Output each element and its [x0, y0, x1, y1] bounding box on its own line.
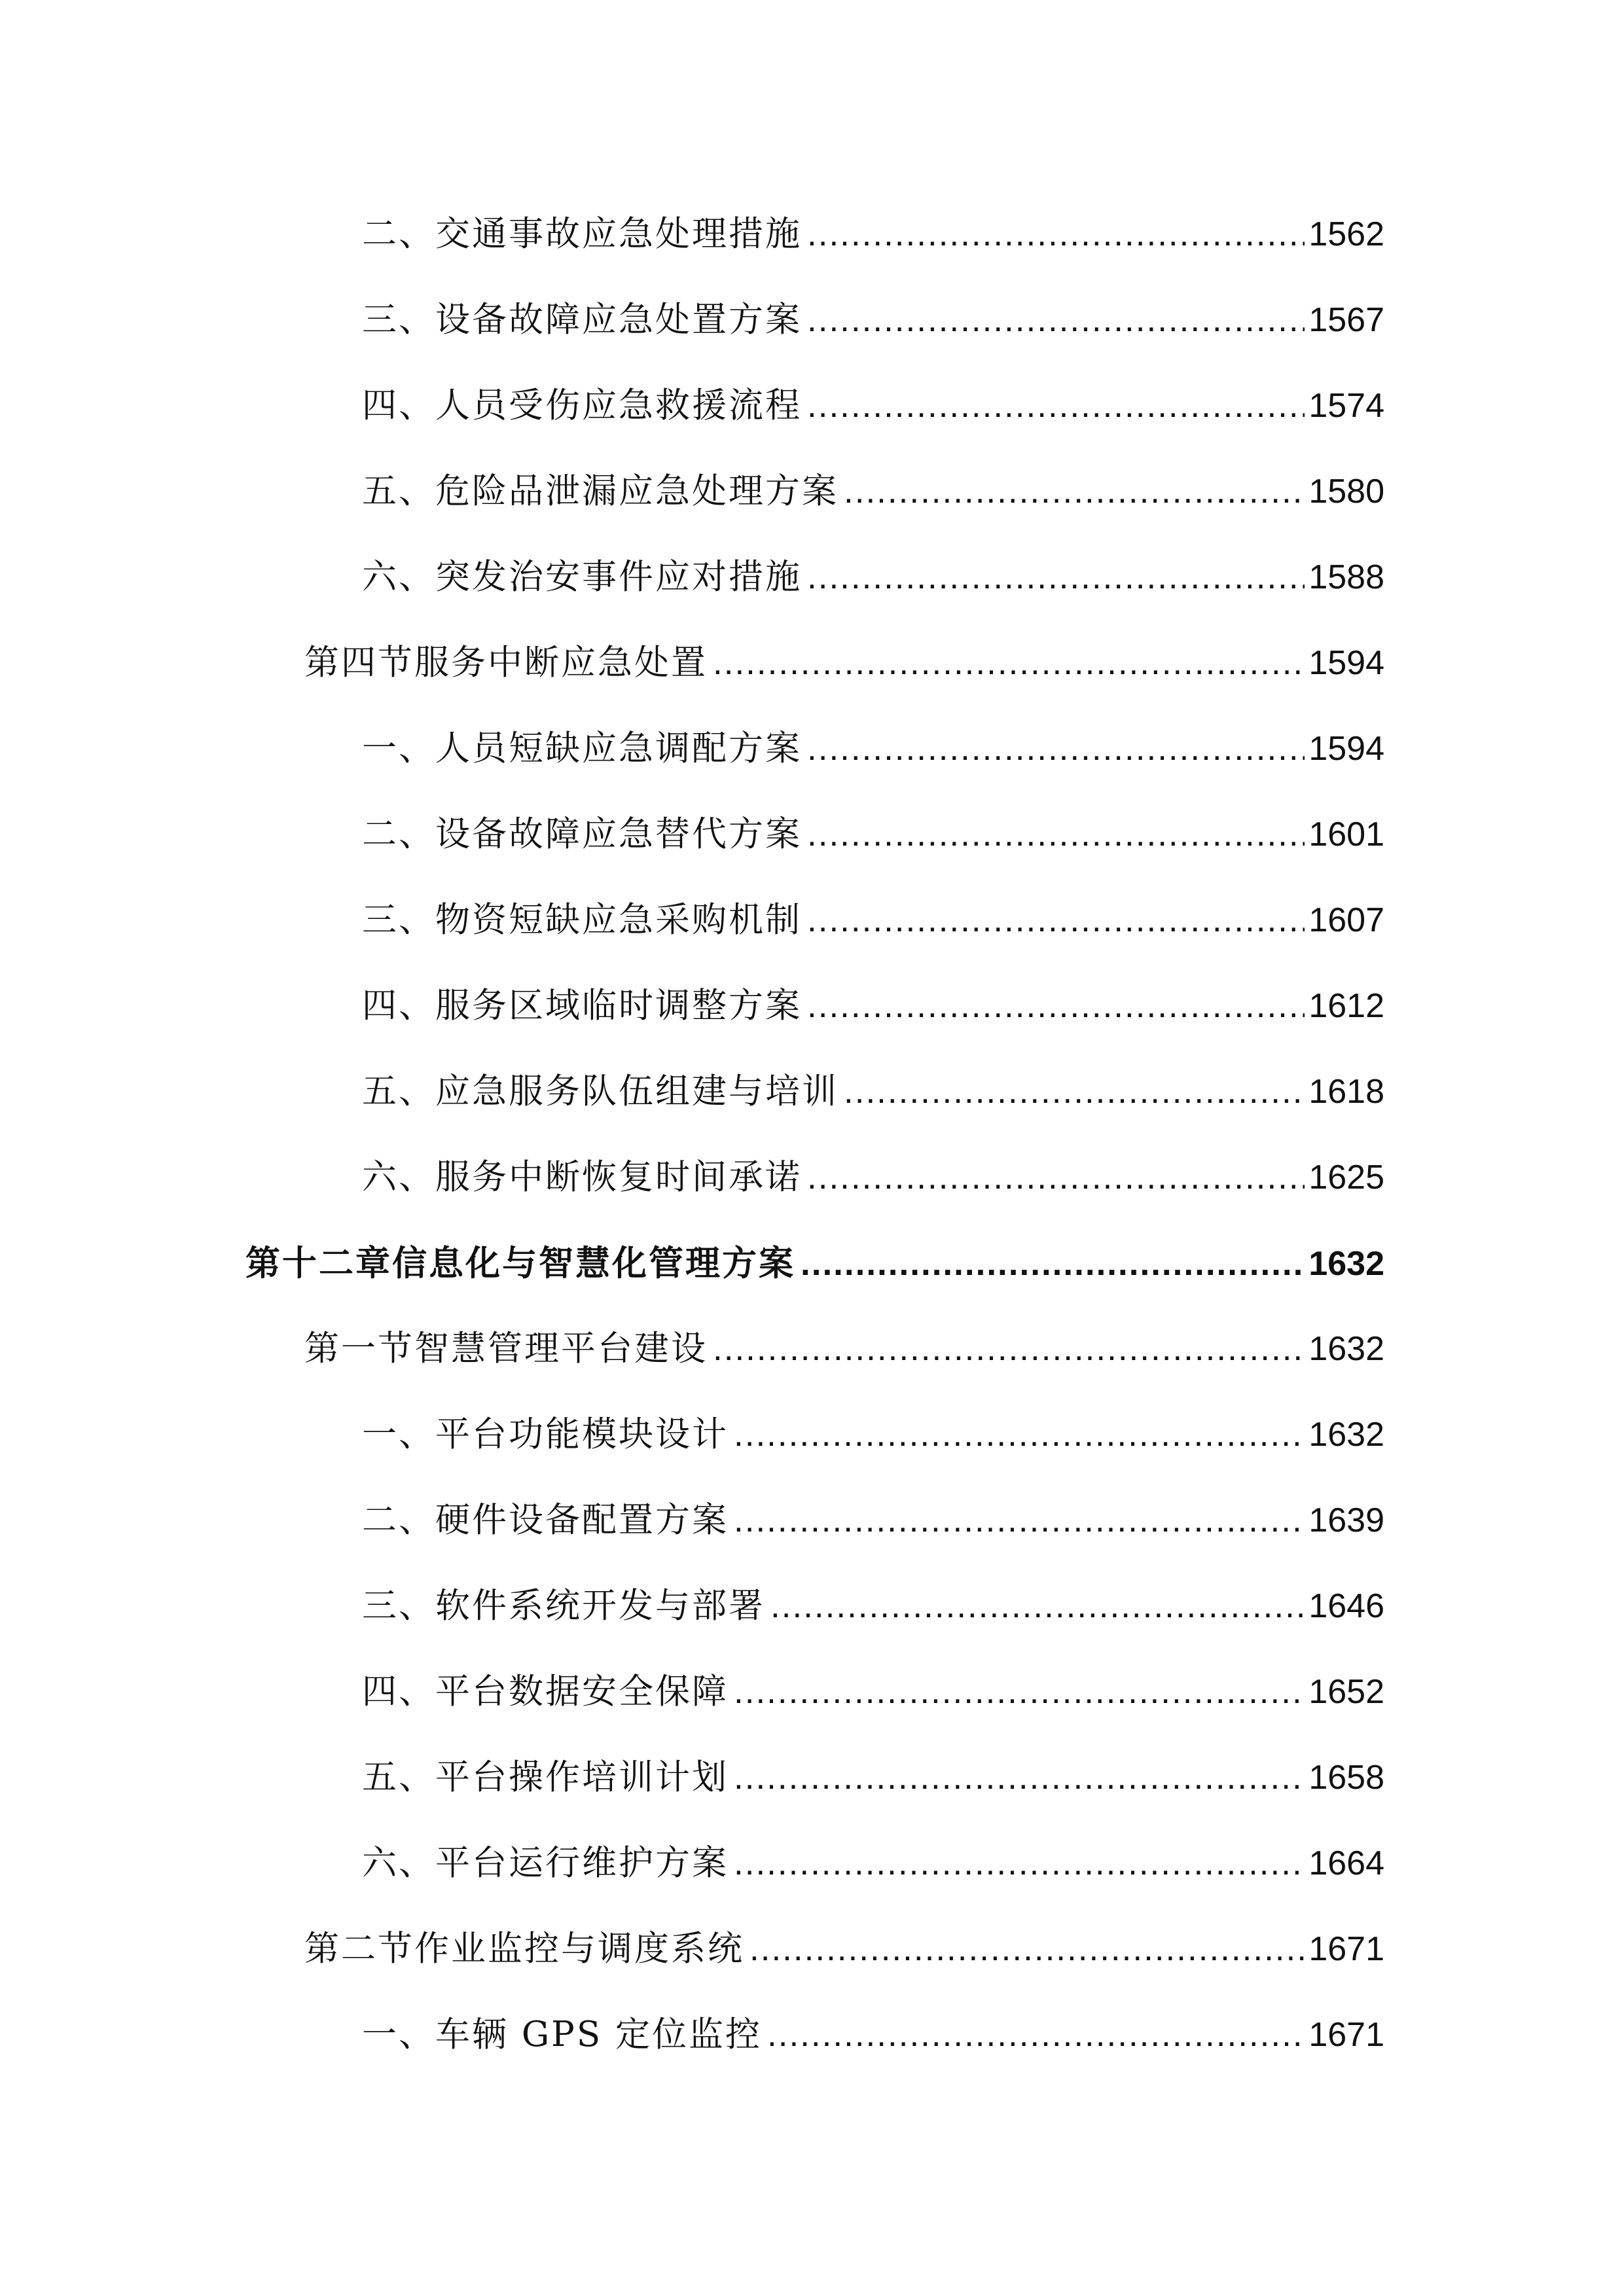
toc-entry-title: 二、交通事故应急处理措施: [362, 214, 802, 254]
toc-entry-title: 第一节智慧管理平台建设: [304, 1329, 708, 1369]
toc-chapter-entry[interactable]: [245, 1237, 1384, 1289]
toc-dot-leader: [807, 808, 1305, 861]
toc-entry-page-number: 1567: [1308, 301, 1384, 339]
toc-entry[interactable]: [362, 2009, 1384, 2061]
toc-entry[interactable]: [362, 894, 1384, 946]
toc-entry[interactable]: [362, 208, 1384, 260]
toc-entry-title: 四、服务区域临时调整方案: [362, 986, 802, 1026]
toc-dot-leader: [734, 1494, 1305, 1547]
toc-entry-title: 第二节作业监控与调度系统: [304, 1929, 744, 1969]
toc-dot-leader: [734, 1408, 1305, 1461]
toc-entry-title: 三、物资短缺应急采购机制: [362, 900, 802, 940]
toc-entry[interactable]: [362, 1066, 1384, 1118]
toc-entry[interactable]: [362, 1151, 1384, 1204]
toc-entry[interactable]: [304, 1923, 1384, 1975]
toc-entry[interactable]: [362, 723, 1384, 775]
toc-entry-page-number: 1574: [1308, 387, 1384, 425]
toc-entry-title: 四、人员受伤应急救援流程: [362, 386, 802, 425]
toc-dot-leader: [807, 894, 1305, 946]
toc-dot-leader: [734, 1666, 1305, 1718]
toc-entry-page-number: 1562: [1308, 215, 1384, 253]
toc-entry-title: 六、服务中断恢复时间承诺: [362, 1157, 802, 1197]
toc-dot-leader: [801, 1238, 1305, 1290]
toc-dot-leader: [807, 980, 1305, 1032]
toc-entry-page-number: 1639: [1308, 1501, 1384, 1539]
toc-entry[interactable]: [362, 1408, 1384, 1461]
toc-entry[interactable]: [362, 465, 1384, 518]
toc-entry-page-number: 1607: [1308, 901, 1384, 939]
toc-entry-page-number: 1646: [1308, 1587, 1384, 1625]
toc-entry-page-number: 1671: [1308, 1930, 1384, 1968]
toc-entry-page-number: 1671: [1308, 2016, 1384, 2054]
toc-entry-page-number: 1632: [1308, 1416, 1384, 1454]
toc-entry-title: 第四节服务中断应急处置: [304, 643, 708, 683]
toc-dot-leader: [807, 723, 1305, 775]
toc-dot-leader: [807, 208, 1305, 260]
toc-entry[interactable]: [304, 637, 1384, 689]
toc-entry-title: 六、突发治安事件应对措施: [362, 557, 802, 597]
toc-entry[interactable]: [362, 1837, 1384, 1890]
toc-entry[interactable]: [362, 980, 1384, 1032]
toc-entry-page-number: 1658: [1308, 1759, 1384, 1797]
toc-entry-title: 三、软件系统开发与部署: [362, 1586, 765, 1626]
toc-dot-leader: [807, 294, 1305, 346]
toc-entry-page-number: 1588: [1308, 558, 1384, 596]
toc-entry-page-number: 1601: [1308, 816, 1384, 853]
toc-dot-leader: [767, 2009, 1305, 2061]
toc-entry-title: 三、设备故障应急处置方案: [362, 300, 802, 340]
toc-entry-title: 一、平台功能模块设计: [362, 1414, 729, 1454]
toc-entry[interactable]: [362, 1666, 1384, 1718]
toc-entry-title: 六、平台运行维护方案: [362, 1843, 729, 1883]
toc-entry-page-number: 1664: [1308, 1844, 1384, 1882]
toc-entry-title: 五、危险品泄漏应急处理方案: [362, 471, 839, 511]
toc-dot-leader: [807, 380, 1305, 432]
toc-dot-leader: [713, 1323, 1305, 1375]
toc-dot-leader: [749, 1923, 1305, 1975]
toc-entry-title: 二、设备故障应急替代方案: [362, 814, 802, 854]
toc-entry-page-number: 1594: [1308, 644, 1384, 682]
toc-dot-leader: [844, 1066, 1305, 1118]
toc-entry[interactable]: [362, 1751, 1384, 1804]
toc-entry[interactable]: [362, 380, 1384, 432]
toc-entry-page-number: 1632: [1308, 1245, 1384, 1283]
toc-entry-title: 五、平台操作培训计划: [362, 1757, 729, 1797]
toc-entry-page-number: 1652: [1308, 1673, 1384, 1711]
toc-entry[interactable]: [362, 294, 1384, 346]
toc-dot-leader: [844, 465, 1305, 518]
toc-entry[interactable]: [362, 1494, 1384, 1547]
toc-entry[interactable]: [362, 1580, 1384, 1632]
toc-entry-page-number: 1618: [1308, 1073, 1384, 1111]
toc-dot-leader: [734, 1837, 1305, 1890]
toc-entry-title: 二、硬件设备配置方案: [362, 1500, 729, 1540]
toc-entry[interactable]: [362, 551, 1384, 603]
toc-entry-page-number: 1632: [1308, 1330, 1384, 1368]
toc-entry[interactable]: [304, 1323, 1384, 1375]
toc-dot-leader: [713, 637, 1305, 689]
toc-entry-title: 一、车辆 GPS 定位监控: [362, 2015, 763, 2054]
toc-entry[interactable]: [362, 808, 1384, 861]
toc-entry-page-number: 1612: [1308, 987, 1384, 1025]
toc-dot-leader: [770, 1580, 1305, 1632]
toc-entry-title: 一、人员短缺应急调配方案: [362, 728, 802, 768]
toc-entry-title: 第十二章信息化与智慧化管理方案: [245, 1243, 795, 1283]
toc-entry-title: 五、应急服务队伍组建与培训: [362, 1071, 839, 1111]
toc-dot-leader: [807, 551, 1305, 603]
toc-entry-page-number: 1580: [1308, 473, 1384, 511]
toc-dot-leader: [734, 1751, 1305, 1804]
toc-entry-title: 四、平台数据安全保障: [362, 1672, 729, 1712]
toc-dot-leader: [807, 1151, 1305, 1204]
toc-entry-page-number: 1625: [1308, 1158, 1384, 1196]
toc-entry-page-number: 1594: [1308, 730, 1384, 768]
